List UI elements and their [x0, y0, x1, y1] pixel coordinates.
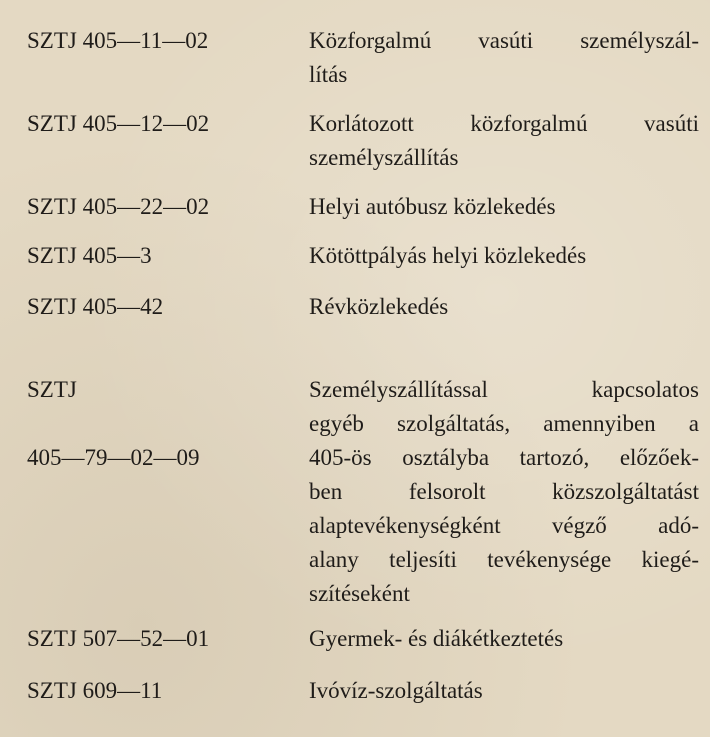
service-description — [309, 239, 699, 273]
sztj-code: SZTJ 405—42 — [27, 294, 164, 319]
sztj-code: SZTJ 405—3 — [27, 243, 152, 268]
description-line: Ivóvíz-szolgáltatás — [309, 678, 483, 703]
description-line: Révközlekedés — [309, 294, 449, 319]
service-description — [309, 24, 699, 92]
sztj-code: SZTJ 405—22—02 — [27, 194, 210, 219]
description-line: alaptevékenységként végző adó- — [309, 513, 699, 538]
sztj-code: SZTJ 609—11 — [27, 678, 163, 703]
description-line: Kötöttpályás helyi közlekedés — [309, 243, 587, 268]
sztj-code-prefix: SZTJ — [27, 377, 77, 402]
description-line: ben felsorolt közszolgáltatást — [309, 479, 699, 504]
sztj-code-number: 405—79—02—09 — [27, 445, 200, 470]
description-line: Közforgalmú vasúti személyszál- — [309, 28, 699, 53]
sztj-code: SZTJ 405—11—02 — [27, 28, 209, 53]
service-description — [309, 107, 699, 175]
description-line: 405-ös osztályba tartozó, előzőek- — [309, 445, 699, 470]
service-description — [309, 190, 699, 224]
description-line: szítéseként — [309, 581, 410, 606]
service-description — [309, 674, 699, 708]
description-line: Korlátozott közforgalmú vasúti — [309, 111, 699, 136]
service-description — [309, 373, 699, 611]
description-line: Gyermek- és diákétkeztetés — [309, 626, 564, 651]
sztj-code: SZTJ 507—52—01 — [27, 626, 210, 651]
sztj-code: SZTJ 405—12—02 — [27, 111, 210, 136]
description-line: Helyi autóbusz közlekedés — [309, 194, 556, 219]
service-description — [309, 622, 699, 656]
service-description — [309, 290, 699, 324]
sztj-code — [27, 339, 297, 509]
description-line: alany teljesíti tevékenysége kiegé- — [309, 547, 699, 572]
description-line: lítás — [309, 62, 348, 87]
description-line: személyszállítás — [309, 145, 459, 170]
description-line: Személyszállítással kapcsolatos — [309, 377, 699, 402]
description-line: egyéb szolgáltatás, amennyiben a — [309, 411, 699, 436]
